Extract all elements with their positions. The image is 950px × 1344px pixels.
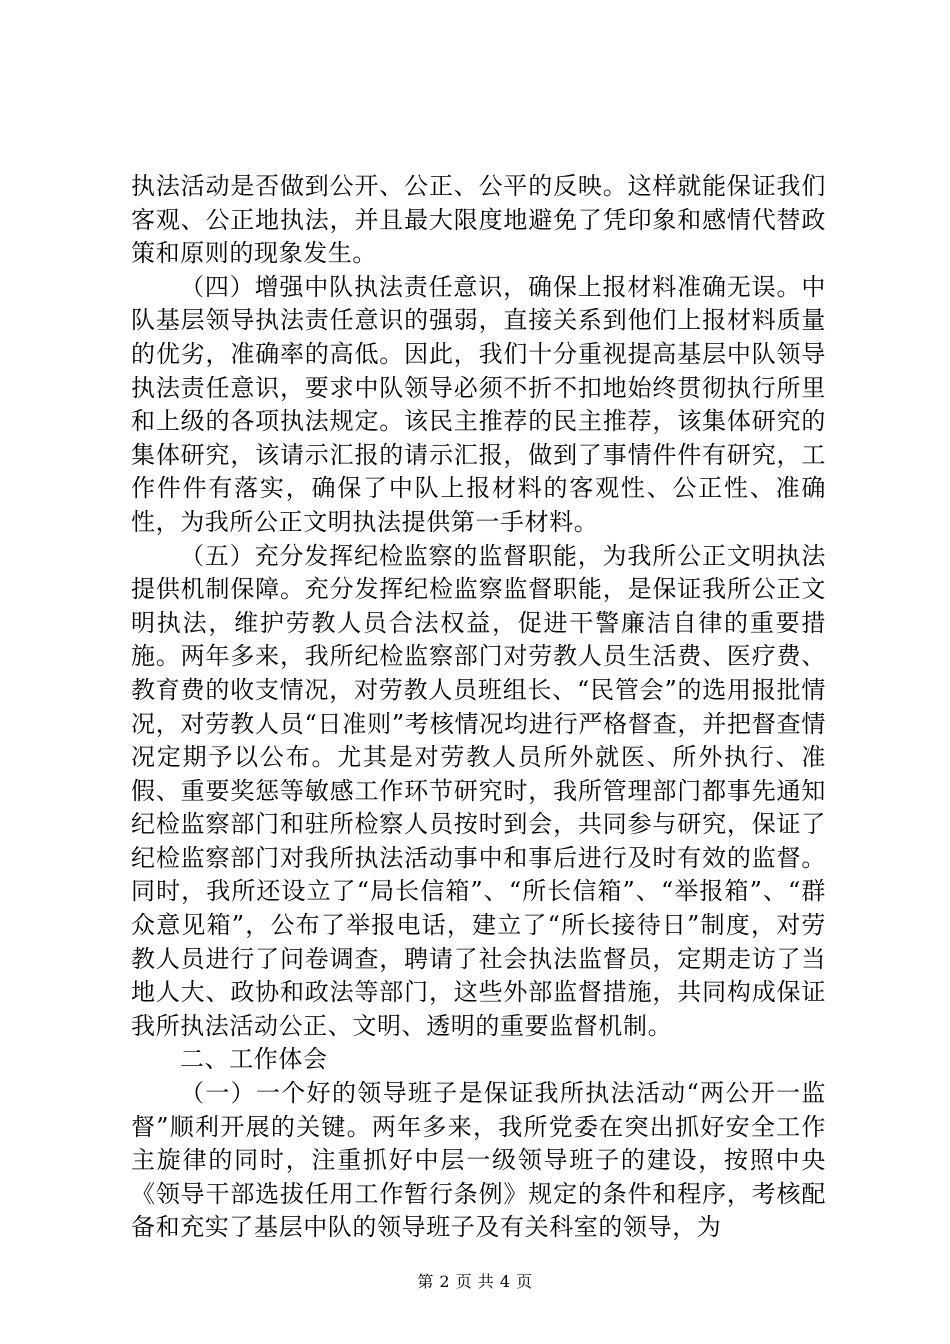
paragraph-1: 执法活动是否做到公开、公正、公平的反映。这样就能保证我们客观、公正地执法，并且最大限度地避免了凭印象和感情代替政策和原则的现象发生。: [131, 172, 826, 268]
section-heading-work-experience: 二、工作体会: [180, 1045, 328, 1074]
paragraph-3: （五）充分发挥纪检监察的监督职能，为我所公正文明执法提供机制保障。充分发挥纪检监察监督职能，是保证我所公正文明执法，维护劳教人员合法权益，促进干警廉洁自律的重要措施。两年多来，我所纪检监察部门对劳教人员生活费、医疗费、教育费的收支情况，对劳教人员班组长、“民管会”的选用报批情况，对劳教人员“日准则”考核情况均进行严格督查，并把督查情况定期予以公布。尤其是对劳教人员所外就医、所外执行、准假、重要奖惩等敏感工作环节研究时，我所管理部门都事先通知纪检监察部门和驻所检察人员按时到会，共同参与研究，保证了纪检监察部门对我所执法活动事中和事后进行及时有效的监督。同时，我所还设立了“局长信箱”、“所长信箱”、“举报箱”、“群众意见箱”，公布了举报电话，建立了“所长接待日”制度，对劳教人员进行了问卷调查，聘请了社会执法监督员，定期走访了当地人大、政协和政法等部门，这些外部监督措施，共同构成保证我所执法活动公正、文明、透明的重要监督机制。: [131, 541, 826, 1040]
document-body: [131, 170, 826, 1245]
paragraph-2: （四）增强中队执法责任意识，确保上报材料准确无误。中队基层领导执法责任意识的强弱，直接关系到他们上报材料质量的优劣，准确率的高低。因此，我们十分重视提高基层中队领导执法责任意识，要求中队领导必须不折不扣地始终贯彻执行所里和上级的各项执法规定。该民主推荐的民主推荐，该集体研究的集体研究，该请示汇报的请示汇报，做到了事情件件有研究，工作件件有落实，确保了中队上报材料的客观性、公正性、准确性，为我所公正文明执法提供第一手材料。: [131, 272, 826, 536]
paragraph-4: （一）一个好的领导班子是保证我所执法活动“两公开一监督”顺利开展的关键。两年多来，我所党委在突出抓好安全工作主旋律的同时，注重抓好中层一级领导班子的建设，按照中央《领导干部选拔任用工作暂行条例》规定的条件和程序，考核配备和充实了基层中队的领导班子及有关科室的领导，为: [131, 1079, 826, 1242]
page-number-footer: 第 2 页 共 4 页: [417, 1272, 533, 1291]
